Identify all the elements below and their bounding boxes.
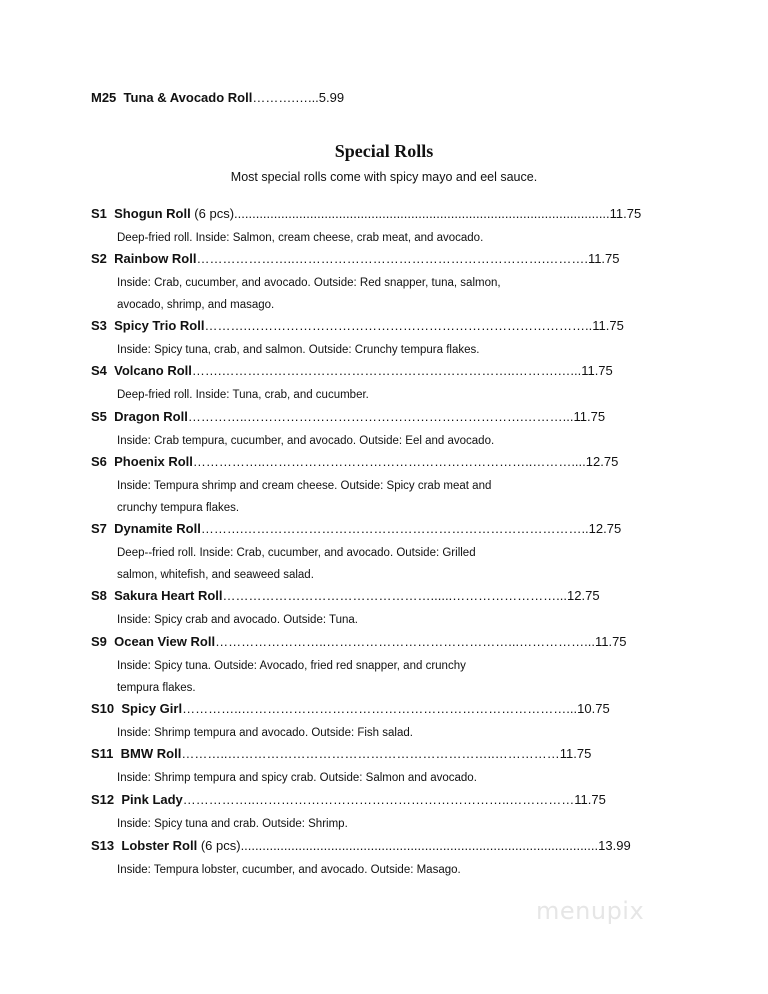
item-description: Deep-fried roll. Inside: Tuna, crab, and cucumber. bbox=[117, 389, 369, 401]
item-name: Pink Lady bbox=[121, 792, 183, 807]
item-description: Inside: Crab, cucumber, and avocado. Outside: Red snapper, tuna, salmon, bbox=[117, 277, 501, 289]
section-subtitle: Most special rolls come with spicy mayo and eel sauce. bbox=[230, 170, 538, 184]
menu-item-s11 bbox=[91, 746, 591, 761]
item-name: Sakura Heart Roll bbox=[114, 588, 223, 603]
item-price: 12.75 bbox=[588, 521, 622, 536]
item-price: 13.99 bbox=[598, 838, 631, 853]
item-name: Shogun Roll bbox=[114, 206, 191, 221]
item-description: Inside: Shrimp tempura and spicy crab. Outside: Salmon and avocado. bbox=[117, 772, 477, 784]
menu-item-s6 bbox=[91, 454, 618, 469]
item-code: S7 bbox=[91, 521, 107, 536]
section-title: Special Rolls bbox=[334, 141, 434, 161]
item-price: 11.75 bbox=[592, 318, 624, 333]
menu-item-s5 bbox=[91, 409, 605, 424]
item-name: Tuna & Avocado Roll bbox=[123, 90, 253, 105]
item-description: crunchy tempura flakes. bbox=[117, 502, 240, 514]
item-code: S10 bbox=[91, 701, 115, 716]
item-name: Dynamite Roll bbox=[114, 521, 201, 536]
dot-leader: …………………………………………......……………………... bbox=[222, 588, 568, 603]
dot-leader: …………..…………………………………………………………………... bbox=[182, 701, 578, 716]
menu-item-s9 bbox=[91, 634, 627, 649]
item-code: S12 bbox=[91, 792, 115, 807]
item-price: 11.75 bbox=[573, 409, 606, 424]
item-name: Phoenix Roll bbox=[114, 454, 193, 469]
item-code: M25 bbox=[91, 90, 117, 105]
item-description: avocado, shrimp, and masago. bbox=[117, 299, 275, 311]
item-code: S11 bbox=[91, 746, 114, 761]
item-price: 11.75 bbox=[559, 746, 592, 761]
menu-item-s4 bbox=[91, 363, 613, 378]
dot-leader: ……………………..……………………………………...……………... bbox=[215, 634, 595, 649]
dot-leader: ………..……………………………………………………..…………… bbox=[181, 746, 560, 761]
dot-leader: ……………..……………………………………………………..……….... bbox=[192, 454, 586, 469]
dot-leader: …………………..………………………………………………….………. bbox=[196, 251, 588, 266]
item-code: S6 bbox=[91, 454, 107, 469]
dot-leader: ........................................................................................................ bbox=[234, 206, 610, 221]
watermark-logo: menupix bbox=[536, 897, 645, 925]
item-price: 11.75 bbox=[609, 206, 642, 221]
item-code: S5 bbox=[91, 409, 107, 424]
item-price: 5.99 bbox=[318, 90, 345, 105]
menu-item-s12 bbox=[91, 792, 606, 807]
item-price: 11.75 bbox=[574, 792, 606, 807]
item-code: S3 bbox=[91, 318, 107, 333]
item-name: Rainbow Roll bbox=[114, 251, 197, 266]
item-name: Spicy Trio Roll bbox=[114, 318, 205, 333]
dot-leader: ……….…... bbox=[252, 90, 319, 105]
menu-item-s2 bbox=[91, 251, 620, 266]
item-description: Deep--fried roll. Inside: Crab, cucumber, and avocado. Outside: Grilled bbox=[117, 547, 476, 559]
menu-item-s7 bbox=[91, 521, 621, 536]
item-description: Inside: Spicy crab and avocado. Outside: Tuna. bbox=[117, 614, 359, 626]
dot-leader: ……………..…………………………………………………..…………… bbox=[182, 792, 575, 807]
dot-leader: …….…………………………………………………………..……….…... bbox=[191, 363, 582, 378]
item-description: Deep-fried roll. Inside: Salmon, cream cheese, crab meat, and avocado. bbox=[117, 232, 484, 244]
item-description: Inside: Tempura lobster, cucumber, and avocado. Outside: Masago. bbox=[117, 864, 461, 876]
item-description: Inside: Shrimp tempura and avocado. Outside: Fish salad. bbox=[117, 727, 413, 739]
item-name: Volcano Roll bbox=[114, 363, 192, 378]
item-description: Inside: Spicy tuna and crab. Outside: Shrimp. bbox=[117, 818, 348, 830]
item-name: BMW Roll bbox=[120, 746, 182, 761]
item-description: Inside: Spicy tuna, crab, and salmon. Outside: Crunchy tempura flakes. bbox=[117, 344, 480, 356]
item-price: 12.75 bbox=[567, 588, 600, 603]
item-code: S13 bbox=[91, 838, 115, 853]
item-code: S9 bbox=[91, 634, 107, 649]
item-description: Inside: Crab tempura, cucumber, and avocado. Outside: Eel and avocado. bbox=[117, 435, 495, 447]
menu-item-s1 bbox=[91, 206, 641, 221]
item-code: S1 bbox=[91, 206, 107, 221]
item-price: 11.75 bbox=[581, 363, 613, 378]
item-name: Ocean View Roll bbox=[114, 634, 216, 649]
item-price: 12.75 bbox=[585, 454, 619, 469]
item-code: S8 bbox=[91, 588, 107, 603]
item-name: Dragon Roll bbox=[114, 409, 188, 424]
item-description: tempura flakes. bbox=[117, 682, 196, 694]
dot-leader: ................................................................................................... bbox=[240, 838, 599, 853]
item-code: S4 bbox=[91, 363, 107, 378]
menu-item-s3 bbox=[91, 318, 624, 333]
item-portion: (6 pcs) bbox=[197, 838, 241, 853]
dot-leader: ……….…………………………………………………………………….. bbox=[200, 521, 589, 536]
dot-leader: ……….…………………………………………………………………….. bbox=[204, 318, 593, 333]
menu-item-s10 bbox=[91, 701, 610, 716]
item-description: salmon, whitefish, and seaweed salad. bbox=[117, 569, 314, 581]
menu-item-m25 bbox=[91, 90, 344, 105]
item-description: Inside: Tempura shrimp and cream cheese. Outside: Spicy crab meat and bbox=[117, 480, 492, 492]
item-price: 10.75 bbox=[577, 701, 610, 716]
item-name: Spicy Girl bbox=[121, 701, 183, 716]
item-name: Lobster Roll bbox=[121, 838, 198, 853]
menu-item-s8 bbox=[91, 588, 600, 603]
item-code: S2 bbox=[91, 251, 107, 266]
item-price: 11.75 bbox=[587, 251, 620, 266]
menu-item-s13 bbox=[91, 838, 631, 853]
dot-leader: …………..……………………………………………………….………... bbox=[187, 409, 574, 424]
item-price: 11.75 bbox=[594, 634, 627, 649]
item-portion: (6 pcs) bbox=[190, 206, 235, 221]
item-description: Inside: Spicy tuna. Outside: Avocado, fried red snapper, and crunchy bbox=[117, 660, 466, 672]
